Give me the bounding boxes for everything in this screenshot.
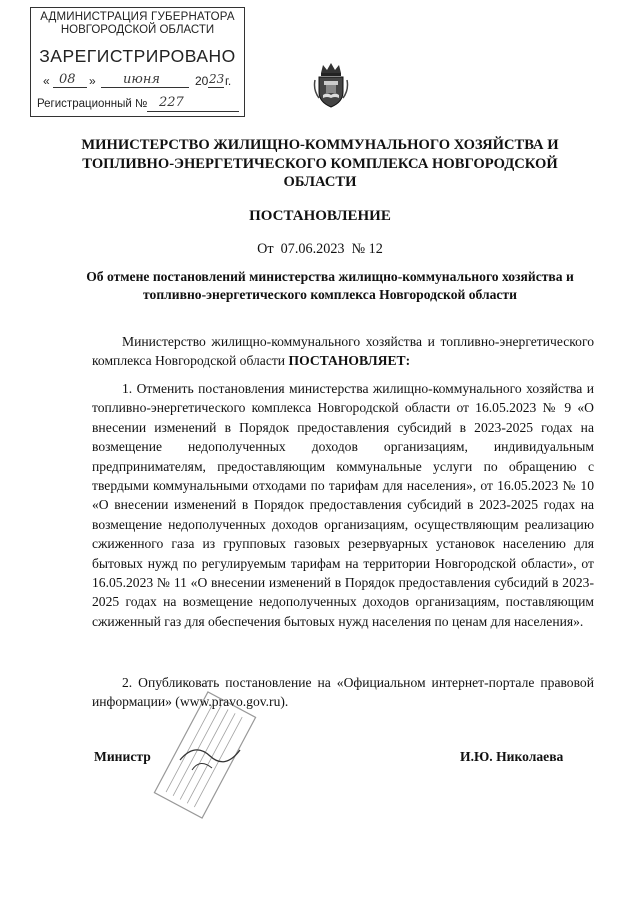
stamp-year-suffix: 23 xyxy=(209,72,225,86)
stamp-line-2: НОВГОРОДСКОЙ ОБЛАСТИ xyxy=(60,24,215,36)
stamp-year-prefix: 20 xyxy=(195,74,209,88)
stamp-number-row xyxy=(37,96,242,114)
item-1-paragraph: 1. Отменить постановления министерства жилищно-коммунального хозяйства и топливно-энергетического комплекса Новгородской области от 16.05.2023 № 9 «О внесении изменений в Порядок предоставления субсидий в 2023-2025 годах на возмещение недополученных доходов организациям, индивидуальным предпринимателям, предоставляющим коммунальные услуги по обращению с твердыми коммунальными отходами по тарифам для населения», от 16.05.2023 № 10 «О внесении изменений в Порядок предоставления субсидий в 2023-2025 годах на возмещение недополученных доходов организациям, осуществляющим реализацию сжиженного газа из групповых газовых резервуарных установок населению для бытовых нужд по регулируемым тарифам на территории Новгородской области», от 16.05.2023 № 11 «О внесении изменений в Порядок предоставления субсидий в 2023-2025 годах на возмещение недополученных доходов организациям, поставляющим сжиженный газ для обеспечения бытовых нужд населения по ценам для населения». xyxy=(92,381,594,629)
document-number: № 12 xyxy=(351,241,383,257)
stamp-day: 08 xyxy=(59,72,76,87)
stamp-year-mark: г. xyxy=(225,74,232,88)
signature-position: Министр xyxy=(94,749,151,764)
stamp-month: июня xyxy=(123,72,160,87)
document-type: ПОСТАНОВЛЕНИЕ xyxy=(249,208,391,224)
document-date: 07.06.2023 xyxy=(280,241,345,257)
electronic-signature-seal-icon xyxy=(140,690,270,820)
stamp-registered: ЗАРЕГИСТРИРОВАНО xyxy=(39,46,236,66)
stamp-reg-number: 227 xyxy=(159,95,184,110)
intro-paragraph xyxy=(92,332,594,371)
stamp-date-row: « 08 » июня 20 23 г. xyxy=(43,72,232,88)
signature-name: И.Ю. Николаева xyxy=(460,749,564,764)
coat-of-arms-icon xyxy=(313,62,349,108)
ministry-name: МИНИСТЕРСТВО ЖИЛИЩНО-КОММУНАЛЬНОГО ХОЗЯЙСТВА И ТОПЛИВНО-ЭНЕРГЕТИЧЕСКОГО КОМПЛЕКСА НОВГОРОДСКОЙ ОБЛАСТИ xyxy=(81,137,559,190)
document-subject: Об отмене постановлений министерства жилищно-коммунального хозяйства и топливно-энергетического комплекса Новгородской области xyxy=(86,269,574,302)
document-date-line xyxy=(0,241,640,258)
intro-text: Министерство жилищно-коммунального хозяйства и топливно-энергетического комплекса Новгородской области xyxy=(92,334,594,369)
intro-bold: ПОСТАНОВЛЯЕТ: xyxy=(288,353,411,369)
date-prefix: От xyxy=(257,241,274,257)
stamp-reg-label: Регистрационный № xyxy=(37,98,148,110)
stamp-line-1: АДМИНИСТРАЦИЯ ГУБЕРНАТОРА xyxy=(40,11,235,23)
registration-stamp xyxy=(30,7,245,117)
item-2-paragraph: 2. Опубликовать постановление на «Официальном интернет-портале правовой информации» (www.pravo.gov.ru). xyxy=(92,675,594,710)
